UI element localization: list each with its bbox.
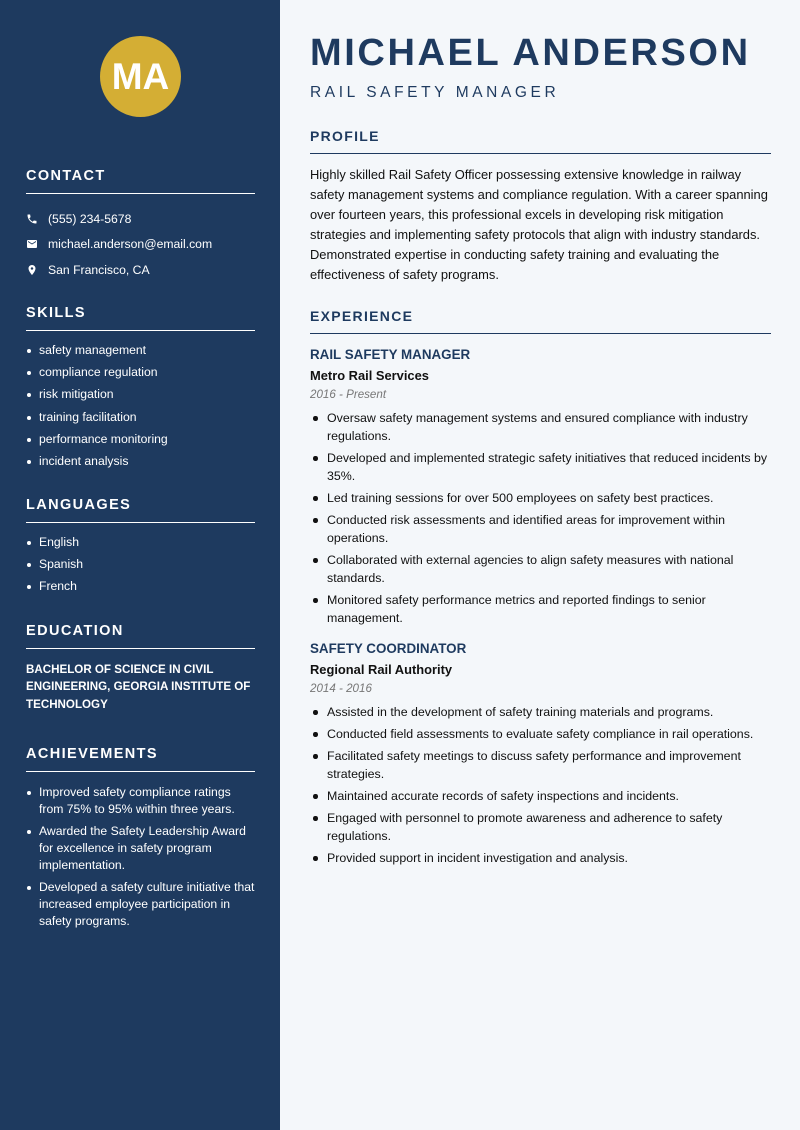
candidate-name: MICHAEL ANDERSON <box>310 32 751 74</box>
mail-icon <box>26 238 48 250</box>
achievement-item: Improved safety compliance ratings from 75% to 95% within three years. <box>26 784 255 818</box>
language-item: English <box>26 535 255 557</box>
avatar-initials: MA <box>100 36 181 117</box>
job-entry <box>310 347 771 627</box>
job-bullet: Oversaw safety management systems and ensured compliance with industry regulations. <box>310 409 771 445</box>
skills-list <box>26 343 255 476</box>
job-dates: 2014 - 2016 <box>310 682 372 695</box>
job-bullet: Assisted in the development of safety training materials and programs. <box>310 703 771 721</box>
contact-phone-text: (555) 234-5678 <box>48 211 132 226</box>
candidate-title: RAIL SAFETY MANAGER <box>310 84 560 101</box>
languages-heading: LANGUAGES <box>26 497 255 523</box>
contact-phone <box>26 206 255 232</box>
job-bullets <box>310 703 771 867</box>
skill-item: training facilitation <box>26 410 255 432</box>
skill-item: compliance regulation <box>26 365 255 387</box>
contact-email <box>26 232 255 258</box>
achievements-heading: ACHIEVEMENTS <box>26 746 255 772</box>
achievements-list <box>26 784 255 930</box>
experience-heading: EXPERIENCE <box>310 308 771 334</box>
job-bullet: Provided support in incident investigation and analysis. <box>310 849 771 867</box>
skills-heading: SKILLS <box>26 305 255 331</box>
job-dates: 2016 - Present <box>310 388 387 401</box>
contact-heading: CONTACT <box>26 168 255 194</box>
job-bullet: Led training sessions for over 500 employees on safety best practices. <box>310 489 771 507</box>
education-section <box>26 623 255 713</box>
profile-text: Highly skilled Rail Safety Officer possessing extensive knowledge in railway safety management systems and compliance regulation. With a career spanning over fourteen years, this professional excels in developing risk mitigation strategies and implementing safety protocols that align with industry standards. Demonstrated expertise in conducting safety training and evaluating the effectiveness of safety programs. <box>310 167 768 282</box>
contact-location <box>26 257 255 283</box>
job-bullet: Conducted risk assessments and identified areas for improvement within operations. <box>310 511 771 547</box>
education-heading: EDUCATION <box>26 623 255 649</box>
languages-section <box>26 497 255 602</box>
job-bullet: Facilitated safety meetings to discuss safety performance and improvement strategies. <box>310 747 771 783</box>
skill-item: performance monitoring <box>26 432 255 454</box>
education-degree: BACHELOR OF SCIENCE IN CIVIL ENGINEERING, GEORGIA INSTITUTE OF TECHNOLOGY <box>26 663 251 711</box>
job-bullet: Engaged with personnel to promote awareness and adherence to safety regulations. <box>310 809 771 845</box>
job-bullet: Developed and implemented strategic safety initiatives that reduced incidents by 35%. <box>310 449 771 485</box>
languages-list <box>26 535 255 602</box>
contact-email-text: michael.anderson@email.com <box>48 237 213 252</box>
skill-item: risk mitigation <box>26 387 255 409</box>
job-title: SAFETY COORDINATOR <box>310 641 467 656</box>
job-company: Regional Rail Authority <box>310 662 453 677</box>
contact-section <box>26 168 255 283</box>
skills-section <box>26 305 255 476</box>
job-bullet: Conducted field assessments to evaluate safety compliance in rail operations. <box>310 725 771 743</box>
job-title: RAIL SAFETY MANAGER <box>310 347 471 362</box>
job-bullet: Collaborated with external agencies to align safety measures with national standards. <box>310 551 771 587</box>
job-entry <box>310 641 771 867</box>
skill-item: incident analysis <box>26 454 255 476</box>
contact-location-text: San Francisco, CA <box>48 262 150 277</box>
job-company: Metro Rail Services <box>310 368 429 383</box>
language-item: Spanish <box>26 557 255 579</box>
achievement-item: Awarded the Safety Leadership Award for excellence in safety program implementation. <box>26 823 255 874</box>
skill-item: safety management <box>26 343 255 365</box>
profile-heading: PROFILE <box>310 128 771 154</box>
location-pin-icon <box>26 264 48 276</box>
achievements-section <box>26 746 255 935</box>
language-item: French <box>26 579 255 601</box>
job-bullets <box>310 409 771 627</box>
phone-icon <box>26 213 48 225</box>
profile-section <box>310 128 771 285</box>
experience-section <box>310 308 771 871</box>
sidebar <box>0 0 280 1130</box>
job-bullet: Monitored safety performance metrics and reported findings to senior management. <box>310 591 771 627</box>
job-bullet: Maintained accurate records of safety inspections and incidents. <box>310 787 771 805</box>
achievement-item: Developed a safety culture initiative that increased employee participation in safety programs. <box>26 879 255 930</box>
